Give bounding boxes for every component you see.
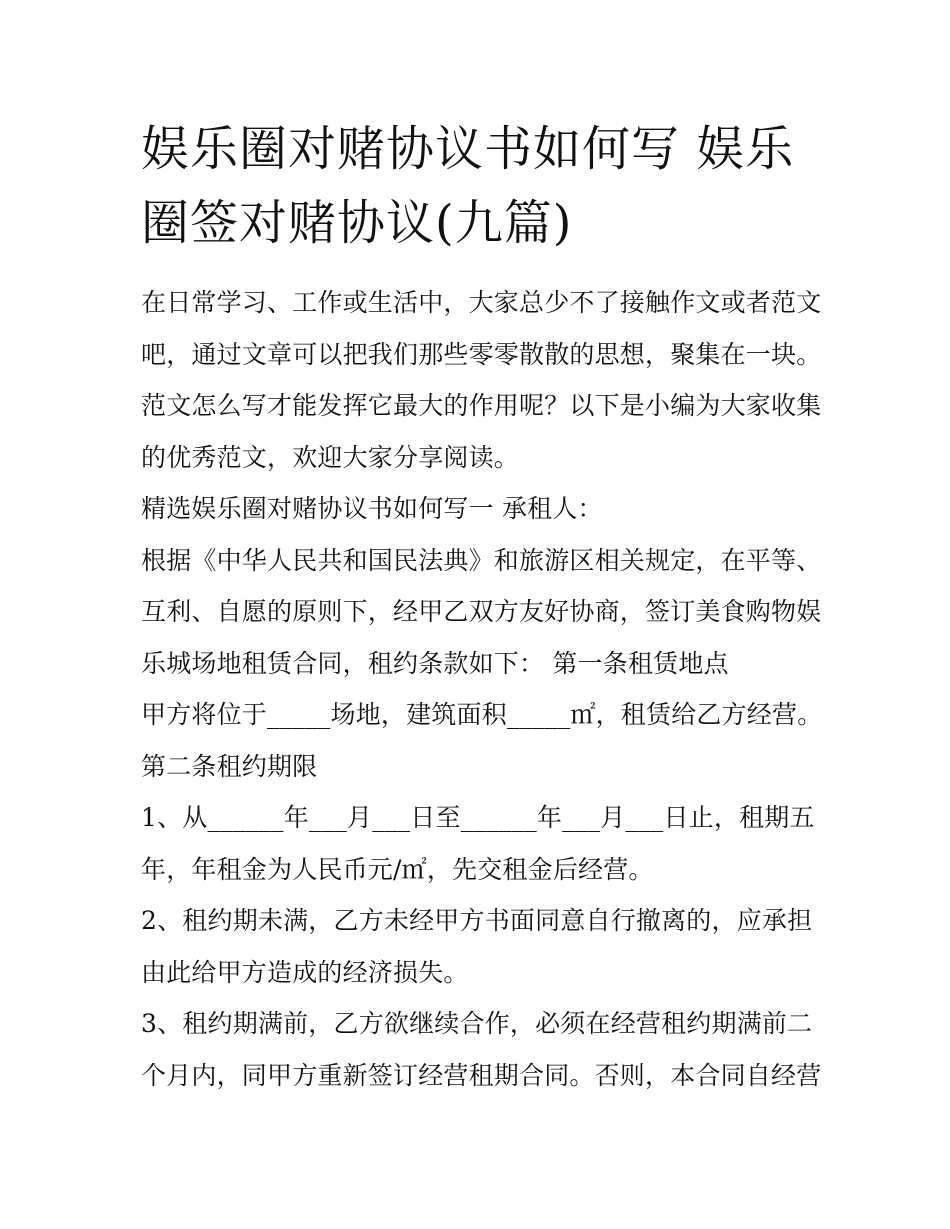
body-line: 互利、自愿的原则下，经甲乙双方友好协商，签订美食购物娱 bbox=[141, 597, 822, 626]
body-line: 甲方将位于_____场地，建筑面积_____㎡，租赁给乙方经营。 bbox=[141, 700, 823, 729]
body-line: 吧，通过文章可以把我们那些零零散散的思想，聚集在一块。 bbox=[141, 339, 822, 369]
body-line: 在日常学习、工作或生活中，大家总少不了接触作文或者范文 bbox=[141, 288, 822, 317]
body-line: 年，年租金为人民币元/㎡，先交租金后经营。 bbox=[141, 854, 654, 884]
body-line: 根据《中华人民共和国民法典》和旅游区相关规定，在平等、 bbox=[141, 545, 822, 575]
clause-heading: 第二条租约期限 bbox=[141, 751, 318, 781]
body-line: 的优秀范文，欢迎大家分享阅读。 bbox=[141, 442, 520, 472]
body-line: 乐城场地租赁合同，租约条款如下： 第一条租赁地点 bbox=[141, 648, 729, 678]
body-line: 1、从______年___月___日至______年___月___日止，租期五 bbox=[141, 803, 815, 832]
body-line: 2、租约期未满，乙方未经甲方书面同意自行撤离的，应承担 bbox=[141, 906, 813, 935]
title-line-1: 娱乐圈对赌协议书如何写 娱乐 bbox=[141, 121, 795, 177]
body-line: 范文怎么写才能发挥它最大的作用呢？以下是小编为大家收集 bbox=[141, 391, 822, 420]
document-title bbox=[141, 112, 821, 260]
body-line: 3、租约期满前，乙方欲继续合作，必须在经营租约期满前二 bbox=[141, 1009, 813, 1038]
body-line: 个月内，同甲方重新签订经营租期合同。否则，本合同自经营 bbox=[141, 1060, 822, 1090]
body-line: 由此给甲方造成的经济损失。 bbox=[141, 957, 469, 987]
section-heading: 精选娱乐圈对赌协议书如何写一 承租人： bbox=[141, 494, 603, 523]
title-line-2: 圈签对赌协议(九篇) bbox=[141, 195, 573, 251]
document-body bbox=[141, 277, 831, 1101]
